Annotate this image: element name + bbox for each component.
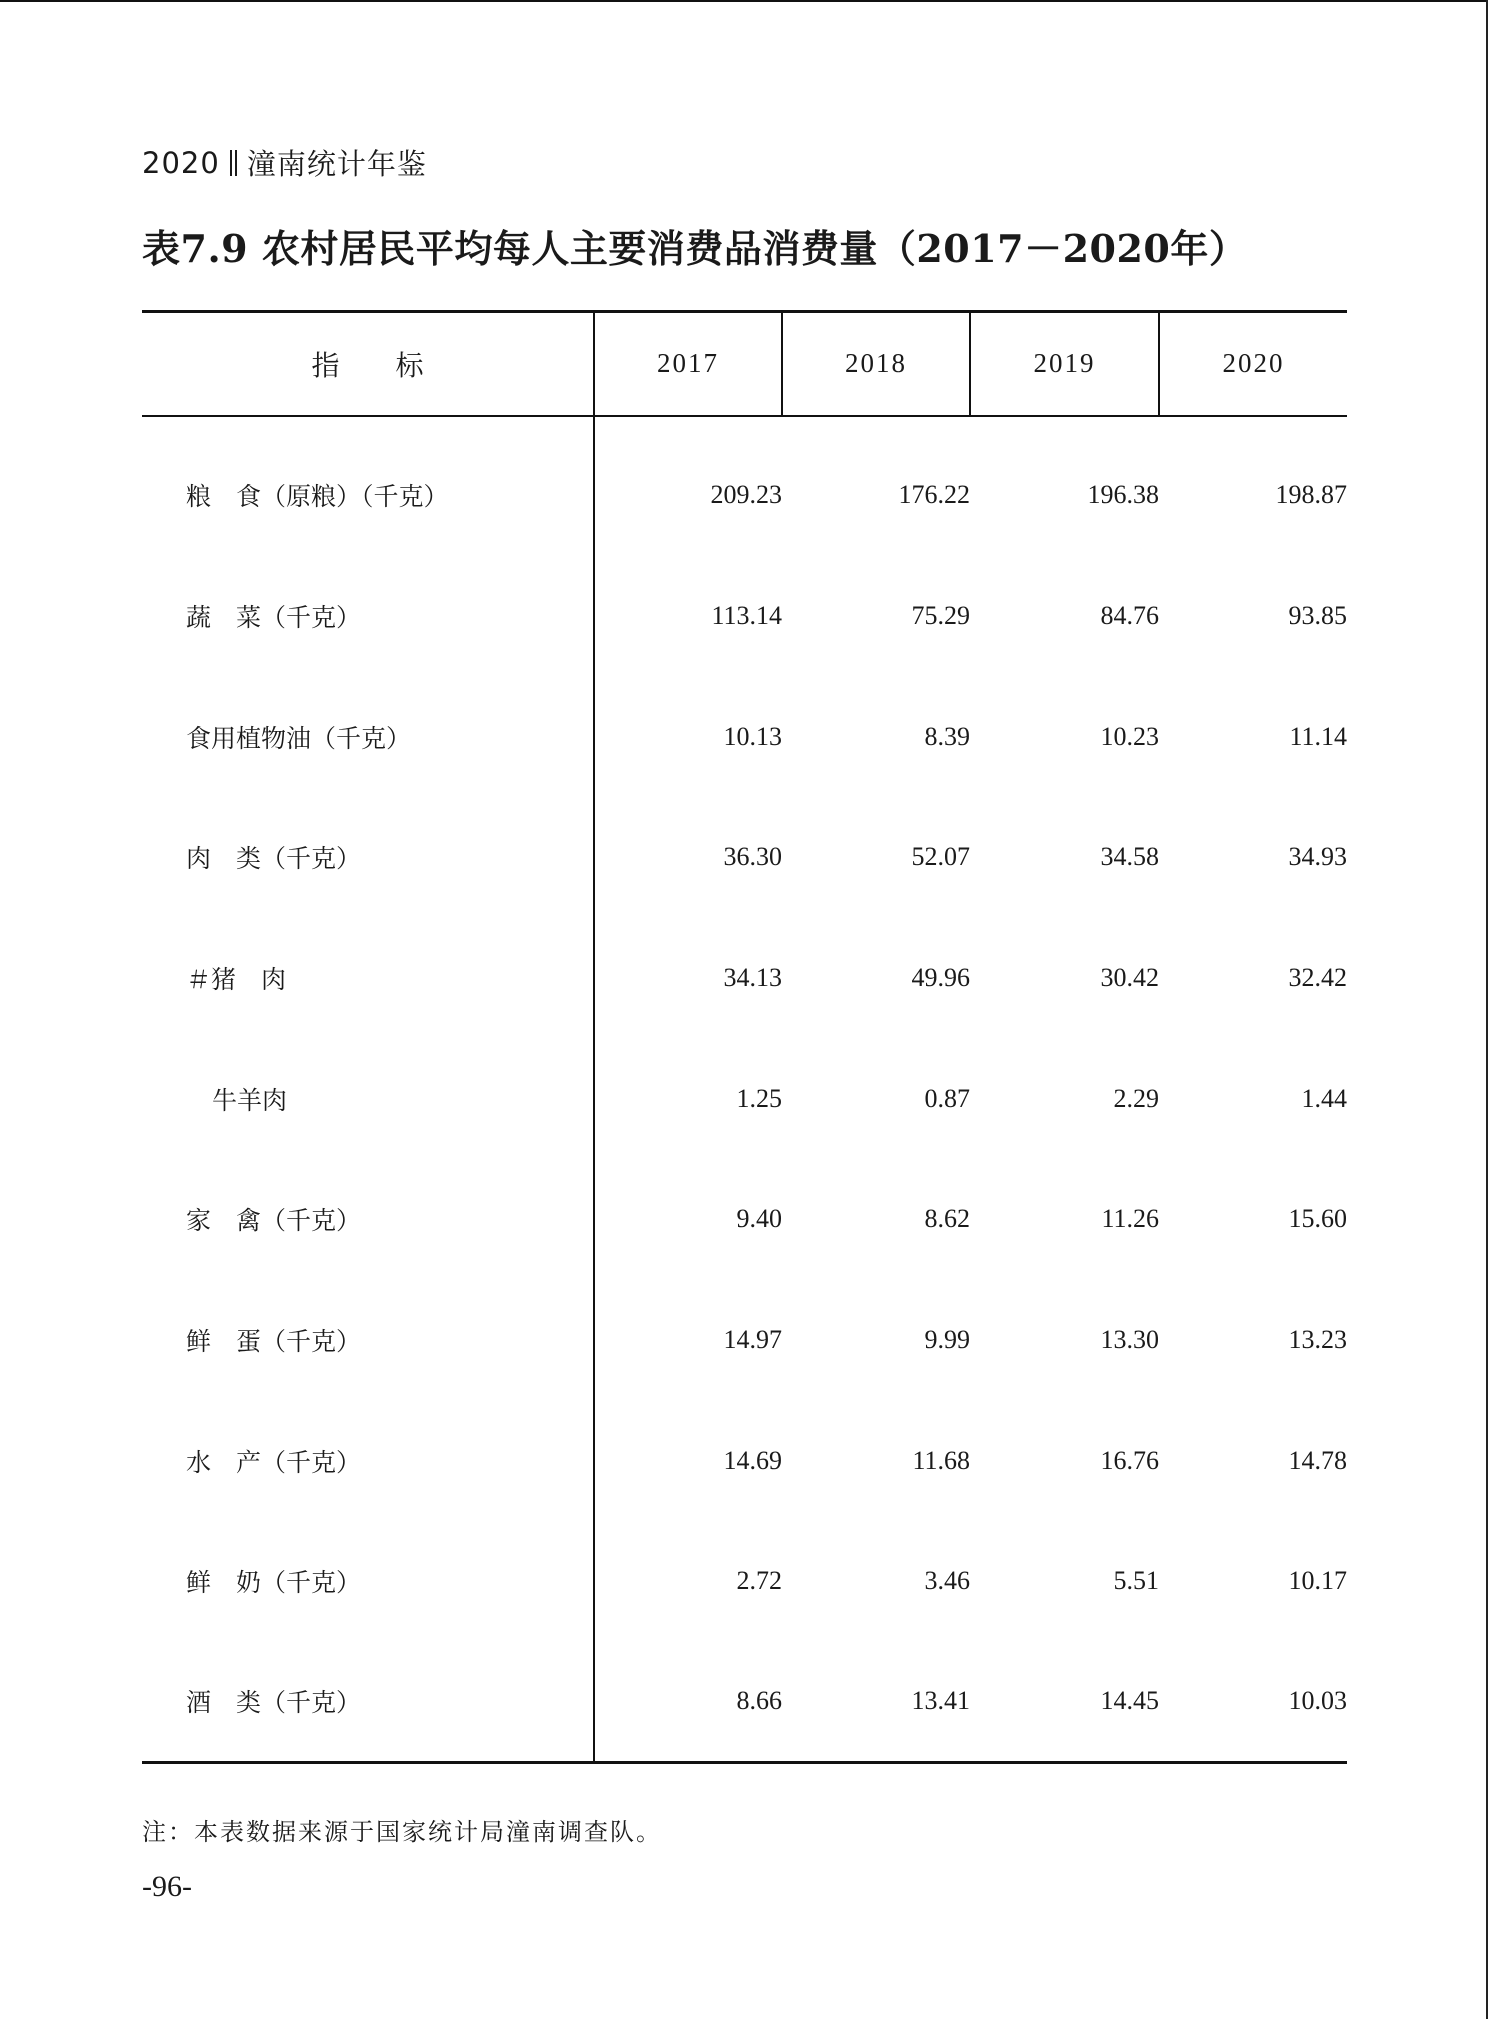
- table-footnote: 注：本表数据来源于国家统计局潼南调查队。: [142, 1818, 662, 1846]
- cell-value: 198.87: [1275, 480, 1347, 509]
- cell-value: 14.97: [723, 1324, 782, 1354]
- cell-value: 10.17: [1288, 1566, 1347, 1596]
- cell-value: 14.69: [723, 1445, 782, 1475]
- cell-value: 75.29: [911, 600, 970, 630]
- table-row: [142, 1400, 1347, 1521]
- row-label: 蔬 菜（千克）: [142, 556, 594, 677]
- table-row: [142, 1280, 1347, 1401]
- cell-value: 9.99: [924, 1324, 970, 1354]
- row-label: 鲜 蛋（千克）: [142, 1280, 594, 1401]
- cell-value: 8.62: [924, 1204, 970, 1234]
- cell-value: 9.40: [736, 1204, 782, 1234]
- cell-value: 176.22: [898, 480, 970, 509]
- cell-value: 14.78: [1288, 1445, 1347, 1475]
- cell-value: 209.23: [710, 480, 782, 509]
- cell-value: 2.72: [736, 1566, 782, 1596]
- cell-value: 196.38: [1087, 480, 1159, 509]
- cell-value: 93.85: [1288, 600, 1347, 630]
- column-header-2019: 2019: [970, 312, 1159, 416]
- cell-value: 3.46: [924, 1566, 970, 1596]
- column-header-2017: 2017: [594, 312, 782, 416]
- row-label: 牛羊肉: [142, 1038, 594, 1159]
- table-row: [142, 416, 1347, 556]
- table-row: [142, 1159, 1347, 1280]
- page-top-border: [0, 0, 1488, 2]
- cell-value: 49.96: [911, 962, 970, 992]
- table-row: [142, 556, 1347, 677]
- table-title: 表7.9 农村居民平均每人主要消费品消费量（2017－2020年）: [142, 226, 1248, 271]
- running-header-separator: [230, 150, 237, 176]
- cell-value: 30.42: [1100, 962, 1159, 992]
- table-header-row: [142, 312, 1347, 416]
- cell-value: 11.14: [1289, 721, 1347, 751]
- running-header-book: 潼南统计年鉴: [246, 147, 427, 181]
- column-header-2018: 2018: [782, 312, 970, 416]
- table-row: [142, 797, 1347, 918]
- cell-value: 113.14: [711, 600, 782, 630]
- row-label: 水 产（千克）: [142, 1400, 594, 1521]
- cell-value: 16.76: [1100, 1445, 1159, 1475]
- cell-value: 36.30: [723, 842, 782, 872]
- consumption-table: [142, 310, 1347, 1764]
- row-label: 粮 食（原粮）（千克）: [142, 416, 594, 556]
- cell-value: 8.39: [924, 721, 970, 751]
- cell-value: 0.87: [924, 1083, 970, 1113]
- cell-value: 1.25: [736, 1083, 782, 1113]
- cell-value: 14.45: [970, 1642, 1159, 1763]
- cell-value: 10.03: [1159, 1642, 1347, 1763]
- running-header: [142, 142, 427, 183]
- cell-value: 11.68: [912, 1445, 970, 1475]
- page-number: -96-: [142, 1870, 192, 1903]
- row-label: 酒 类（千克）: [142, 1642, 594, 1763]
- table-row: [142, 1521, 1347, 1642]
- row-label: 肉 类（千克）: [142, 797, 594, 918]
- cell-value: 34.13: [723, 962, 782, 992]
- cell-value: 13.30: [1100, 1324, 1159, 1354]
- table-row: [142, 1038, 1347, 1159]
- column-header-2020: 2020: [1159, 312, 1347, 416]
- cell-value: 13.41: [782, 1642, 970, 1763]
- cell-value: 84.76: [1100, 600, 1159, 630]
- cell-value: 5.51: [1113, 1566, 1159, 1596]
- cell-value: 11.26: [1101, 1204, 1159, 1234]
- table-row: [142, 1642, 1347, 1763]
- cell-value: 2.29: [1113, 1083, 1159, 1113]
- row-label: 鲜 奶（千克）: [142, 1521, 594, 1642]
- running-header-year: 2020: [142, 145, 220, 180]
- cell-value: 32.42: [1288, 962, 1347, 992]
- cell-value: 15.60: [1288, 1204, 1347, 1234]
- cell-value: 34.93: [1288, 842, 1347, 872]
- cell-value: 8.66: [594, 1642, 782, 1763]
- row-label: 食用植物油（千克）: [142, 676, 594, 797]
- column-header-indicator: 指 标: [142, 312, 594, 416]
- cell-value: 52.07: [911, 842, 970, 872]
- table-container: [142, 310, 1347, 1764]
- cell-value: 10.13: [723, 721, 782, 751]
- cell-value: 1.44: [1301, 1083, 1347, 1113]
- row-label: 家 禽（千克）: [142, 1159, 594, 1280]
- cell-value: 10.23: [1100, 721, 1159, 751]
- table-row: [142, 918, 1347, 1039]
- table-row: [142, 676, 1347, 797]
- cell-value: 13.23: [1288, 1324, 1347, 1354]
- row-label: ＃猪 肉: [142, 918, 594, 1039]
- cell-value: 34.58: [1100, 842, 1159, 872]
